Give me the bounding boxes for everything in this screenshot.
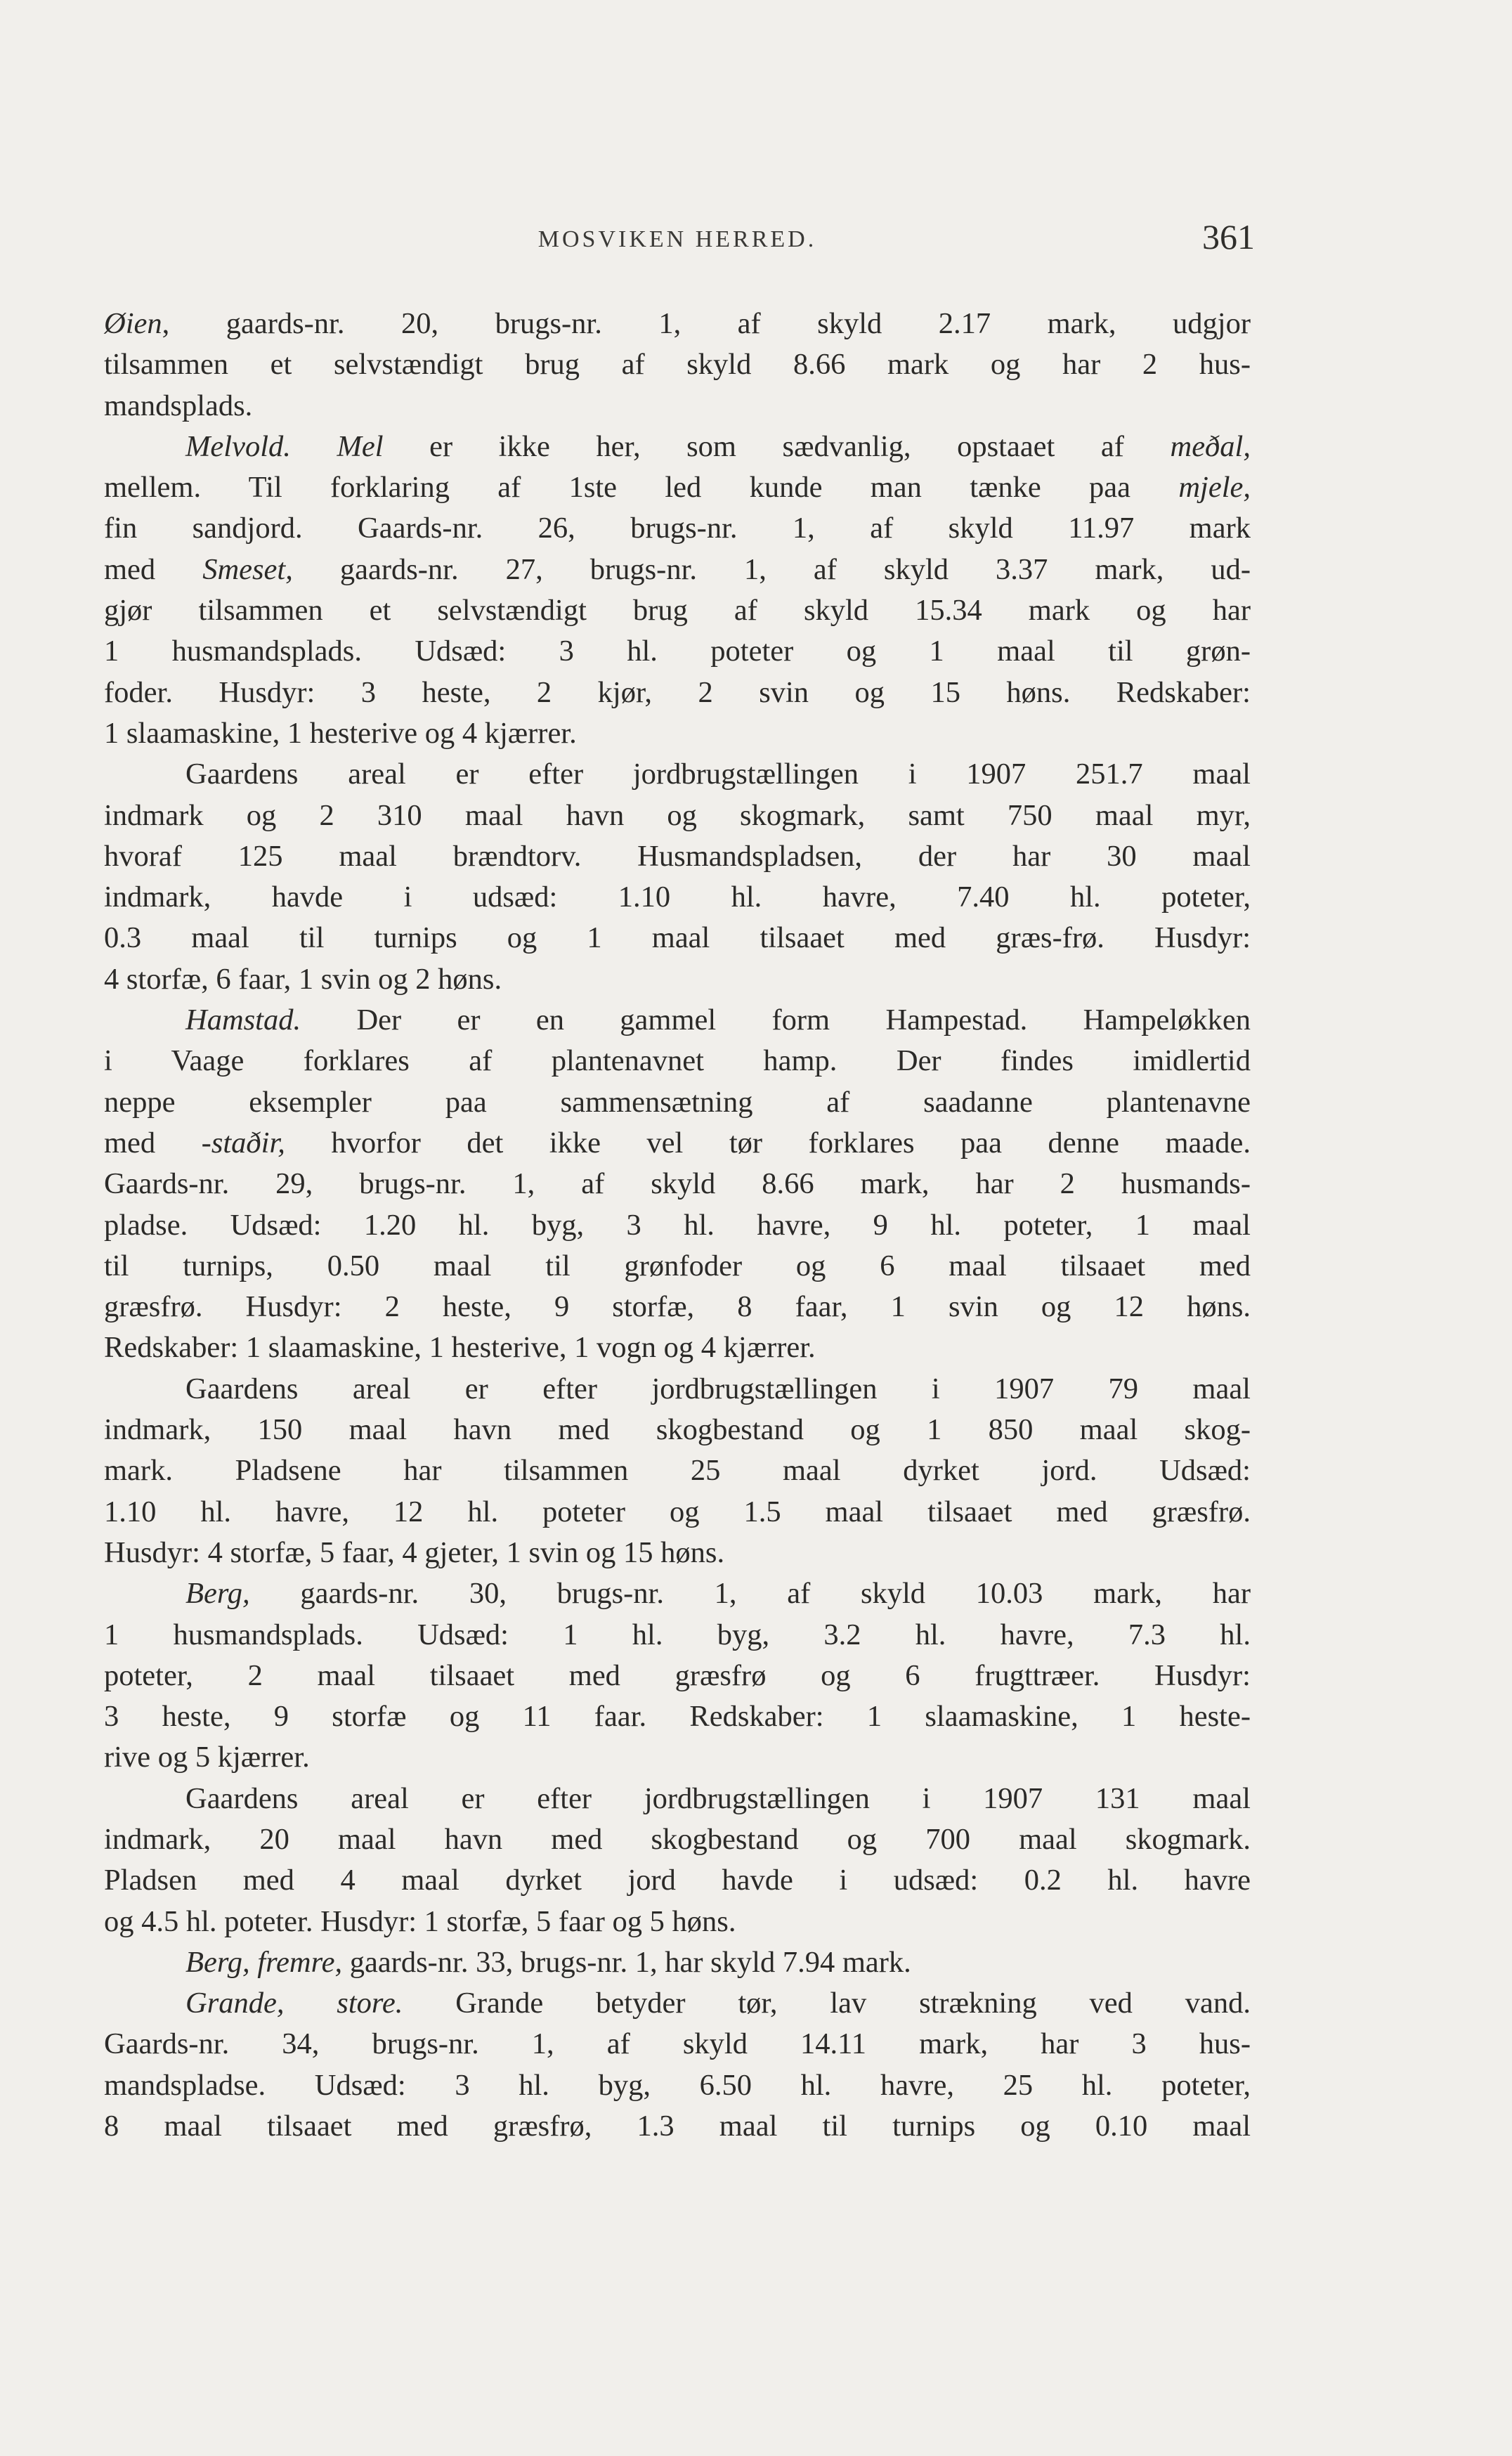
italic-segment: Hamstad. [185,1003,301,1037]
book-page [104,211,1255,2147]
text-segment: Gaards-nr. 29, brugs-nr. 1, af skyld 8.66 mark, har 2 husmands- [104,1167,1251,1201]
text-segment: 1 husmandsplads. Udsæd: 1 hl. byg, 3.2 hl. havre, 7.3 hl. [104,1618,1251,1651]
body-text [104,304,1251,2147]
text-line [104,1082,1251,1123]
text-line [104,1450,1251,1491]
text-segment: poteter, 2 maal tilsaaet med græsfrø og 6 frugttræer. Husdyr: [104,1658,1251,1692]
text-segment: neppe eksempler paa sammensætning af saadanne plantenavne [104,1085,1251,1119]
text-segment: 1 husmandsplads. Udsæd: 3 hl. poteter og 1 maal til grøn- [104,635,1251,668]
text-line [104,1779,1251,1819]
text-segment: med [104,1126,202,1159]
text-line [104,386,1251,427]
text-segment: gjør tilsammen et selvstændigt brug af skyld 15.34 mark og har [104,594,1251,628]
text-line [104,1860,1251,1901]
text-segment: hvoraf 125 maal brændtorv. Husmandspladsen, der har 30 maal [104,839,1251,873]
text-segment: fin sandjord. Gaards-nr. 26, brugs-nr. 1, af skyld 11.97 mark [104,512,1251,545]
text-segment: indmark og 2 310 maal havn og skogmark, samt 750 maal myr, [104,798,1251,832]
text-segment: Der er en gammel form Hampestad. Hampeløkken [301,1003,1251,1037]
text-line [104,1287,1251,1327]
text-line [104,1902,1251,1942]
text-line [104,1983,1251,2024]
text-line [104,2106,1251,2147]
text-segment: Grande betyder tør, lav strækning ved vand. [403,1987,1251,2020]
text-line [104,2065,1251,2106]
italic-segment: Mel [337,429,384,463]
text-segment: indmark, 150 maal havn med skogbestand og 1 850 maal skog- [104,1413,1251,1447]
text-line [104,304,1251,344]
text-line [104,344,1251,385]
text-line [104,1246,1251,1287]
text-segment: Husdyr: 4 storfæ, 5 faar, 4 gjeter, 1 svin og 15 høns. [104,1535,725,1569]
italic-segment: Øien [104,307,162,340]
text-segment: 0.3 maal til turnips og 1 maal tilsaaet med græs-frø. Husdyr: [104,921,1251,955]
text-segment: 1.10 hl. havre, 12 hl. poteter og 1.5 maal tilsaaet med græsfrø. [104,1495,1251,1528]
text-segment: mandspladse. Udsæd: 3 hl. byg, 6.50 hl. havre, 25 hl. poteter, [104,2068,1251,2102]
text-line [104,467,1251,508]
text-segment [291,430,337,463]
italic-segment: Melvold. [185,429,291,463]
text-segment: græsfrø. Husdyr: 2 heste, 9 storfæ, 8 faar, 1 svin og 12 høns. [104,1290,1251,1324]
text-segment: indmark, havde i udsæd: 1.10 hl. havre, 7.40 hl. poteter, [104,881,1251,914]
italic-segment: mjele, [1178,471,1251,505]
italic-segment: Smeset, [202,552,293,586]
text-segment: 4 storfæ, 6 faar, 1 svin og 2 høns. [104,962,502,996]
text-line [104,1369,1251,1410]
text-segment: Redskaber: 1 slaamaskine, 1 hesterive, 1 vogn og 4 kjærrer. [104,1331,816,1365]
text-line [104,795,1251,836]
text-segment: gaards-nr. 33, brugs-nr. 1, har skyld 7.94 mark. [342,1945,911,1979]
text-segment: Gaardens areal er efter jordbrugstællingen i 1907 251.7 maal [185,758,1251,791]
text-segment: med [104,552,203,586]
text-segment: 3 heste, 9 storfæ og 11 faar. Redskaber: 1 slaamaskine, 1 heste- [104,1700,1251,1734]
text-segment: Gaardens areal er efter jordbrugstællingen i 1907 79 maal [185,1372,1251,1405]
text-line [104,1615,1251,1656]
text-line [104,673,1251,713]
text-line [104,631,1251,672]
text-segment: 1 slaamaskine, 1 hesterive og 4 kjærrer. [104,716,577,750]
text-line [104,427,1251,467]
text-line [104,1492,1251,1533]
running-head: MOSVIKEN HERRED. [537,226,817,252]
text-segment: 8 maal tilsaaet med græsfrø, 1.3 maal til turnips og 0.10 maal [104,2110,1251,2143]
text-line [104,959,1251,1000]
text-line [104,836,1251,877]
text-line [104,918,1251,959]
text-segment: mark. Pladsene har tilsammen 25 maal dyrket jord. Udsæd: [104,1454,1251,1488]
text-segment: og 4.5 hl. poteter. Husdyr: 1 storfæ, 5 faar og 5 høns. [104,1904,736,1938]
italic-segment: Berg, fremre, [185,1945,343,1979]
text-segment: Gaardens areal er efter jordbrugstællingen i 1907 131 maal [185,1781,1251,1815]
text-line [104,1573,1251,1614]
text-line [104,877,1251,918]
text-segment: hvorfor det ikke vel tør forklares paa denne maade. [285,1126,1251,1159]
text-segment: pladse. Udsæd: 1.20 hl. byg, 3 hl. havre, 9 hl. poteter, 1 maal [104,1208,1251,1242]
text-segment: i Vaage forklares af plantenavnet hamp. Der findes imidlertid [104,1044,1251,1078]
text-line [104,1410,1251,1450]
text-line [104,1164,1251,1204]
italic-segment: -staðir, [201,1126,285,1159]
text-segment: mellem. Til forklaring af 1ste led kunde man tænke paa [104,471,1179,505]
text-line [104,1123,1251,1164]
text-line [104,713,1251,754]
text-line [104,1656,1251,1696]
italic-segment: Grande, store. [185,1987,403,2020]
page-header [104,211,1255,267]
text-line [104,1696,1251,1737]
italic-segment: Berg, [185,1577,250,1611]
text-line [104,2024,1251,2065]
text-line [104,550,1251,590]
text-segment: tilsammen et selvstændigt brug af skyld 8.66 mark og har 2 hus- [104,348,1251,382]
text-segment: Pladsen med 4 maal dyrket jord havde i udsæd: 0.2 hl. havre [104,1864,1251,1897]
text-line [104,1533,1251,1573]
text-line [104,1942,1251,1983]
text-line [104,508,1251,549]
text-segment: foder. Husdyr: 3 heste, 2 kjør, 2 svin og 15 høns. Redskaber: [104,675,1251,709]
text-line [104,590,1251,631]
text-line [104,1000,1251,1041]
text-segment: rive og 5 kjærrer. [104,1741,310,1774]
text-line [104,1737,1251,1778]
page-number: 361 [1202,217,1255,256]
text-line [104,1041,1251,1081]
text-line [104,1819,1251,1860]
text-segment: indmark, 20 maal havn med skogbestand og 700 maal skogmark. [104,1822,1251,1856]
text-segment: til turnips, 0.50 maal til grønfoder og 6 maal tilsaaet med [104,1249,1251,1282]
text-line [104,1205,1251,1246]
italic-segment: meðal, [1170,429,1251,463]
text-line [104,754,1251,795]
text-line [104,1327,1251,1368]
text-segment: gaards-nr. 30, brugs-nr. 1, af skyld 10.03 mark, har [249,1577,1251,1611]
text-segment: gaards-nr. 27, brugs-nr. 1, af skyld 3.37 mark, ud- [292,552,1251,586]
text-segment: Gaards-nr. 34, brugs-nr. 1, af skyld 14.11 mark, har 3 hus- [104,2027,1251,2061]
text-segment: , gaards-nr. 20, brugs-nr. 1, af skyld 2.17 mark, udgjor [162,307,1251,340]
text-segment: mandsplads. [104,389,253,422]
text-segment: er ikke her, som sædvanlig, opstaaet af [383,429,1171,463]
